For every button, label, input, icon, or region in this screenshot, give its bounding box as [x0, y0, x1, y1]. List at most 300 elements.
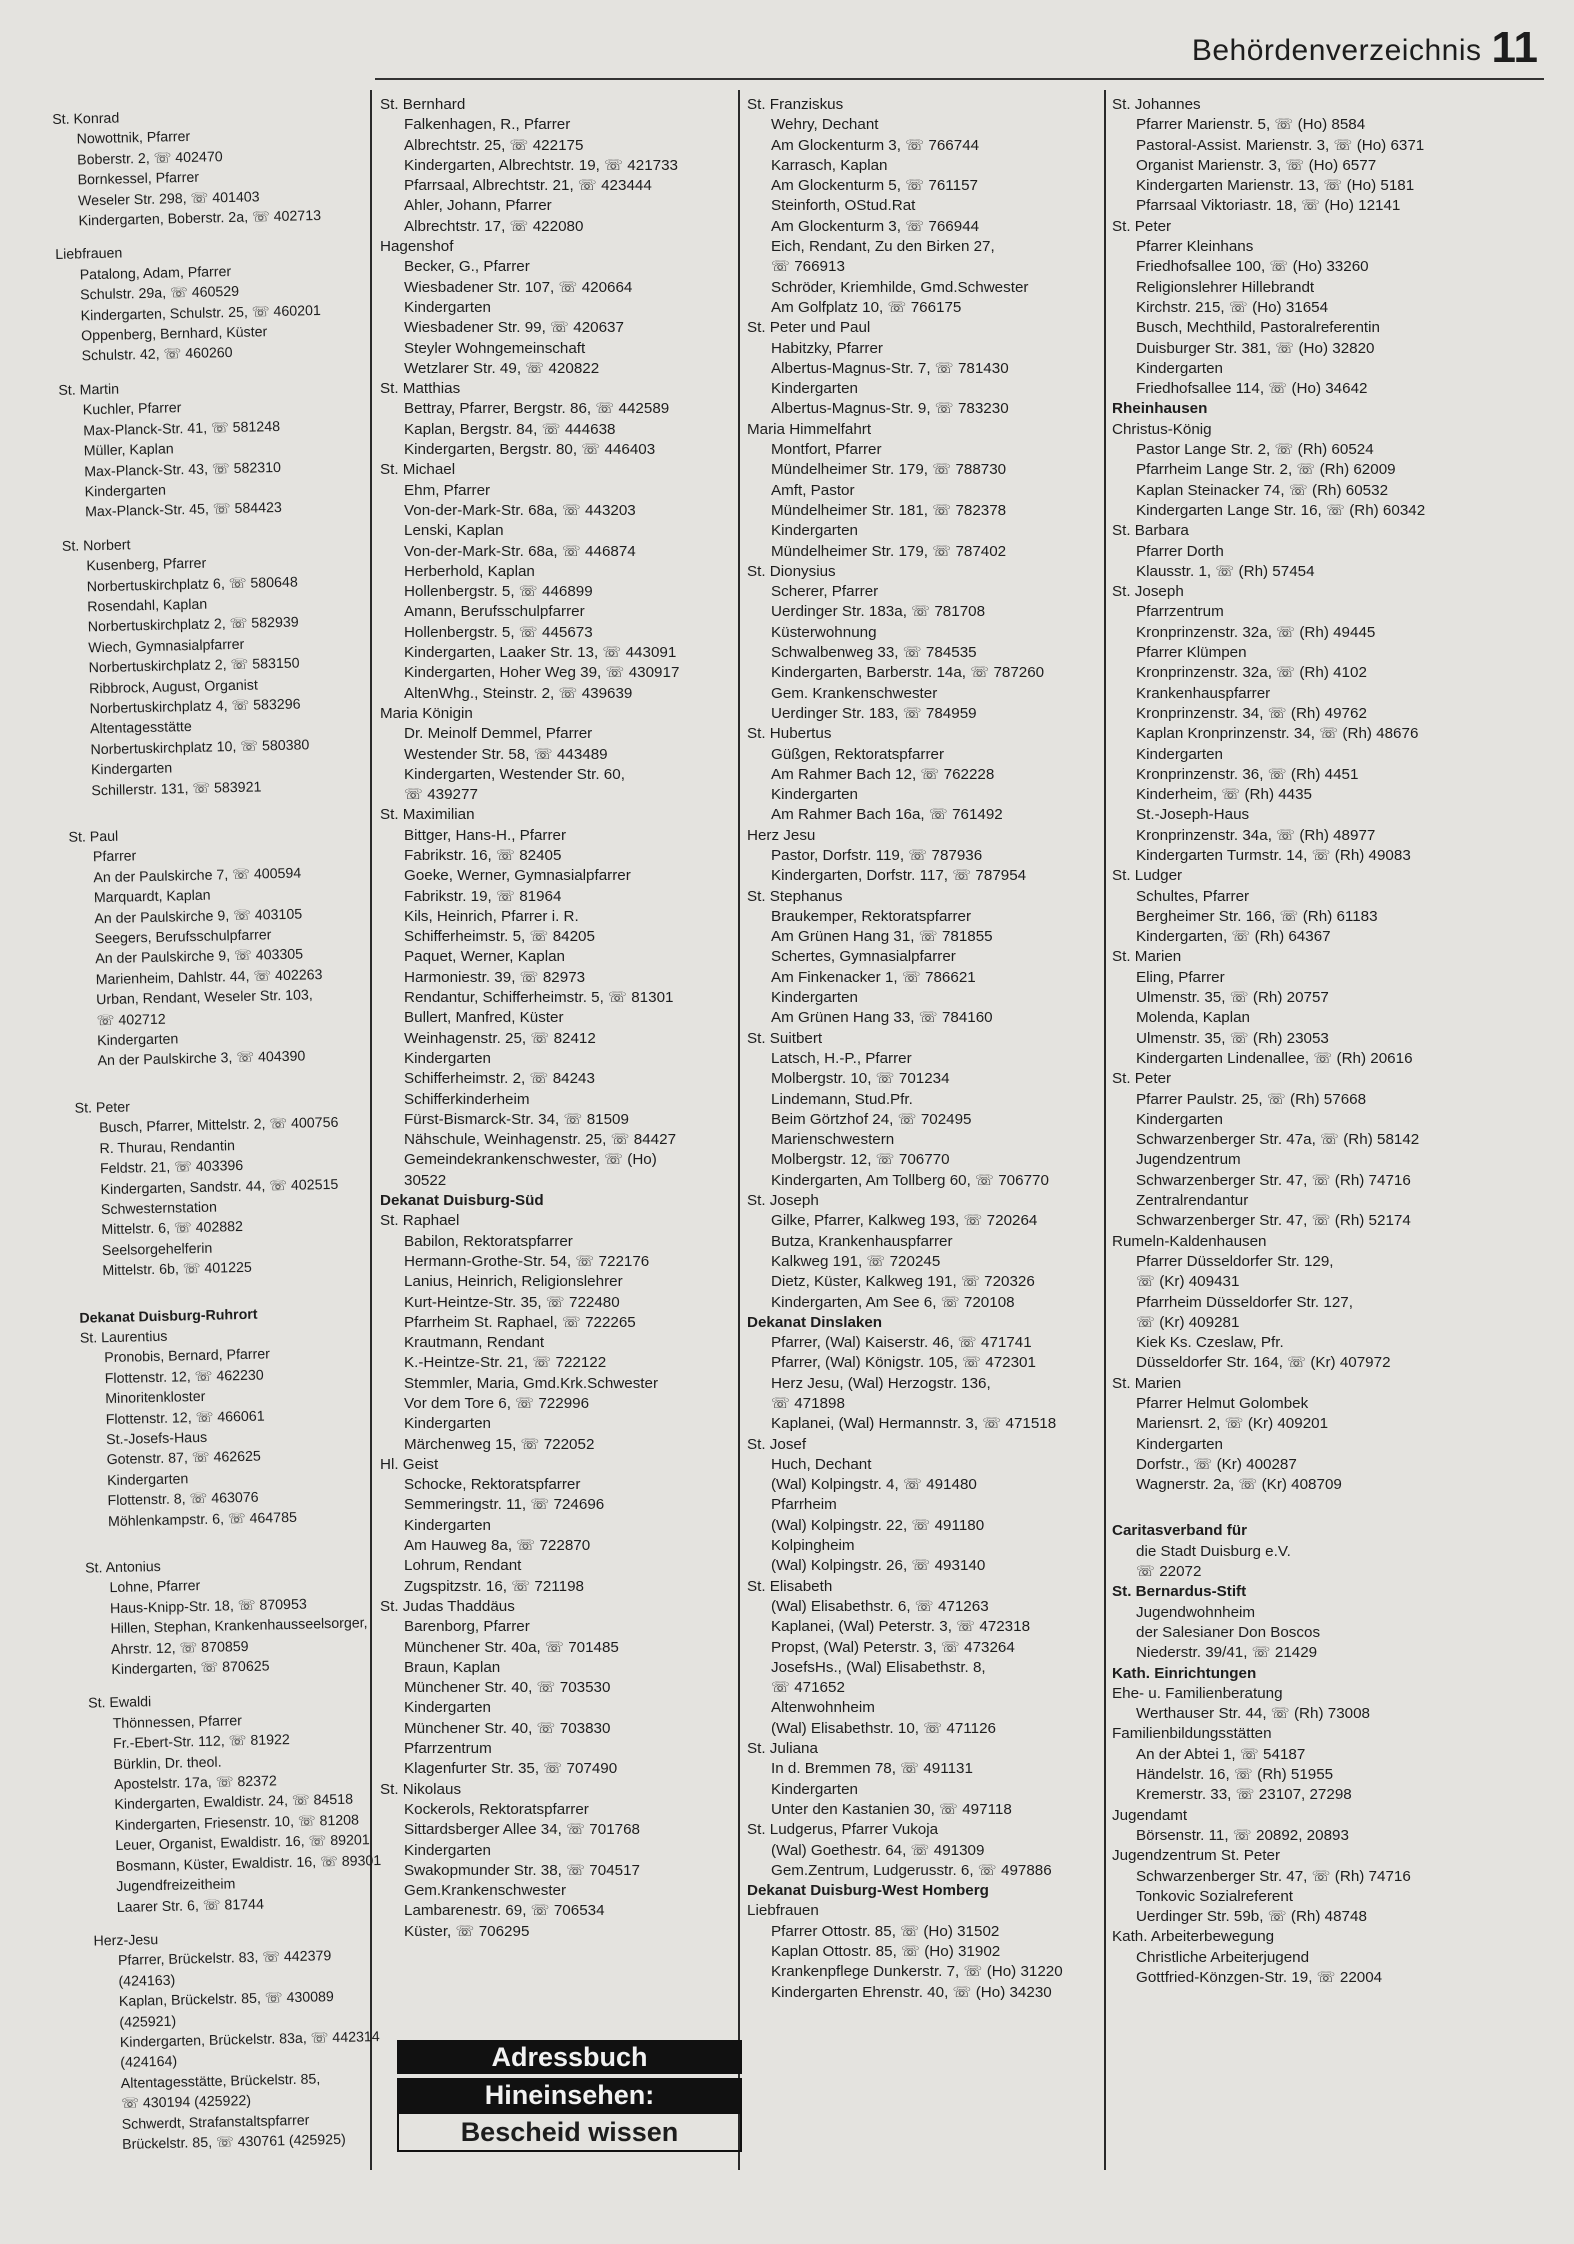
entry-line: Norbertuskirchplatz 4, ☏ 583296 — [89, 696, 301, 718]
parish-name: Jugendzentrum St. Peter — [1112, 1847, 1280, 1865]
entry-line: Kronprinzenstr. 34a, ☏ (Rh) 48977 — [1136, 826, 1376, 844]
entry-line: Von-der-Mark-Str. 68a, ☏ 446874 — [404, 542, 636, 560]
entry-line: Gem. Krankenschwester — [771, 684, 938, 702]
entry-line: Schillerstr. 131, ☏ 583921 — [91, 779, 262, 799]
entry-line: Kindergarten — [96, 1031, 179, 1050]
entry-line: Kindergarten — [771, 989, 858, 1007]
parish-name: St. Hubertus — [747, 725, 832, 743]
entry-line: Marienschwestern — [771, 1131, 895, 1149]
entry-line: (425921) — [119, 2013, 177, 2031]
parish-name: St. Ludgerus, Pfarrer Vukoja — [747, 1821, 939, 1839]
entry-line: Dietz, Küster, Kalkweg 191, ☏ 720326 — [771, 1273, 1035, 1291]
entry-line: Brückelstr. 85, ☏ 430761 (425925) — [122, 2131, 346, 2153]
entry-line: Schwarzenberger Str. 47a, ☏ (Rh) 58142 — [1136, 1131, 1420, 1149]
entry-line: Braun, Kaplan — [404, 1658, 501, 1676]
entry-line: Uerdinger Str. 183, ☏ 784959 — [771, 704, 977, 722]
entry-line: Ulmenstr. 35, ☏ (Rh) 20757 — [1136, 989, 1329, 1007]
entry-line: Kuchler, Pfarrer — [82, 400, 182, 419]
ad-banner-hineinsehen — [397, 2078, 742, 2112]
entry-line: Märchenweg 15, ☏ 722052 — [404, 1435, 595, 1453]
entry-line: Pfarrheim Düsseldorfer Str. 127, — [1136, 1293, 1353, 1311]
entry-line: Albertus-Magnus-Str. 9, ☏ 783230 — [771, 400, 1009, 418]
entry-line: Kindergarten — [404, 1049, 491, 1067]
entry-line: Pfarrzentrum — [1136, 603, 1224, 621]
ad-line-2: Hineinsehen: — [484, 2079, 655, 2110]
parish-name: St. Suitbert — [747, 1029, 823, 1047]
entry-line: Möhlenkampstr. 6, ☏ 464785 — [107, 1509, 298, 1530]
entry-line: Pastor, Dorfstr. 119, ☏ 787936 — [771, 846, 983, 864]
parish-name: St. Peter — [74, 1099, 131, 1117]
entry-line: Bornkessel, Pfarrer — [77, 169, 200, 189]
entry-line: Ahler, Johann, Pfarrer — [404, 197, 552, 215]
entry-line: Scherer, Pfarrer — [771, 583, 879, 601]
entry-line: Vor dem Tore 6, ☏ 722996 — [404, 1395, 590, 1412]
entry-line: (Wal) Kolpingstr. 22, ☏ 491180 — [771, 1516, 985, 1534]
entry-line: Am Hauweg 8a, ☏ 722870 — [404, 1537, 591, 1555]
entry-line: Krankenhauspfarrer — [1136, 684, 1271, 702]
entry-line: Kusenberg, Pfarrer — [86, 555, 207, 575]
entry-line: Pfarrer, (Wal) Königstr. 105, ☏ 472301 — [771, 1354, 1036, 1372]
entry-line: Schwarzenberger Str. 47, ☏ (Rh) 74716 — [1136, 1171, 1411, 1189]
parish-name: Herz-Jesu — [93, 1931, 159, 1950]
entry-line: Kremerstr. 33, ☏ 23107, 27298 — [1136, 1786, 1352, 1804]
entry-line: (Wal) Kolpingstr. 26, ☏ 493140 — [771, 1557, 986, 1575]
entry-line: Kindergarten, Dorfstr. 117, ☏ 787954 — [771, 867, 1027, 885]
entry-line: Barenborg, Pfarrer — [404, 1618, 530, 1636]
entry-line: Schwalbenweg 33, ☏ 784535 — [771, 644, 977, 662]
entry-line: An der Paulskirche 9, ☏ 403305 — [95, 946, 304, 968]
section-heading: Dekanat Duisburg-West Homberg — [747, 1882, 989, 1900]
section-heading: Kath. Einrichtungen — [1112, 1664, 1257, 1682]
entry-line: Pfarrzentrum — [404, 1740, 492, 1758]
entry-line: Wehry, Dechant — [771, 116, 879, 134]
parish-name: St. Ewaldi — [87, 1694, 152, 1713]
entry-line: (Wal) Elisabethstr. 10, ☏ 471126 — [771, 1719, 996, 1737]
entry-line: (Wal) Kolpingstr. 4, ☏ 491480 — [771, 1476, 977, 1494]
entry-line: Schulstr. 29a, ☏ 460529 — [80, 284, 240, 304]
entry-line: Goeke, Werner, Gymnasialpfarrer — [404, 867, 631, 885]
entry-line: Händelstr. 16, ☏ (Rh) 51955 — [1136, 1766, 1334, 1784]
entry-line: Gotenstr. 87, ☏ 462625 — [106, 1448, 261, 1469]
directory-column-1 — [52, 103, 398, 2156]
entry-line: Norbertuskirchplatz 2, ☏ 582939 — [87, 614, 299, 636]
entry-line: Becker, G., Pfarrer — [404, 258, 530, 276]
entry-line: Karrasch, Kaplan — [771, 156, 888, 174]
entry-line: Beim Görtzhof 24, ☏ 702495 — [771, 1110, 972, 1128]
parish-name: Maria Königin — [380, 704, 473, 722]
parish-name: St. Raphael — [380, 1212, 460, 1230]
entry-line: Kaplan Steinacker 74, ☏ (Rh) 60532 — [1136, 481, 1389, 499]
entry-line: Am Finkenacker 1, ☏ 786621 — [771, 968, 976, 986]
parish-name: St. Peter — [1112, 1070, 1172, 1088]
entry-line: Kindergarten — [1136, 359, 1223, 377]
entry-line: Am Rahmer Bach 12, ☏ 762228 — [771, 765, 995, 783]
entry-line: Molenda, Kaplan — [1136, 1009, 1250, 1027]
page-header — [1191, 23, 1538, 72]
entry-line: Am Rahmer Bach 16a, ☏ 761492 — [771, 806, 1003, 824]
ad-line-3: Bescheid wissen — [460, 2116, 679, 2147]
entry-line: Kinderheim, ☏ (Rh) 4435 — [1136, 786, 1313, 804]
entry-line: Albertus-Magnus-Str. 7, ☏ 781430 — [771, 359, 1009, 377]
parish-name: St. Barbara — [1112, 522, 1189, 540]
entry-line: Bergheimer Str. 166, ☏ (Rh) 61183 — [1136, 907, 1378, 925]
entry-line: Urban, Rendant, Weseler Str. 103, — [96, 987, 313, 1009]
parish-name: Maria Himmelfahrt — [747, 420, 872, 438]
entry-line: Kindergarten, Barberstr. 14a, ☏ 787260 — [771, 664, 1045, 682]
entry-line: An der Paulskirche 3, ☏ 404390 — [97, 1048, 306, 1070]
entry-line: Fabrikstr. 19, ☏ 81964 — [404, 887, 562, 905]
entry-line: Kindergarten, Westender Str. 60, — [404, 765, 625, 783]
parish-name: St. Konrad — [52, 110, 120, 128]
entry-line: An der Paulskirche 9, ☏ 403105 — [94, 906, 303, 927]
parish-name: St. Joseph — [1112, 583, 1184, 601]
entry-line: Apostelstr. 17a, ☏ 82372 — [113, 1773, 278, 1794]
entry-line: Pfarrer Helmut Golombek — [1136, 1395, 1309, 1412]
entry-line: Kindergarten — [404, 1699, 491, 1717]
entry-line: Gottfried-Könzgen-Str. 19, ☏ 22004 — [1136, 1969, 1383, 1987]
entry-line: Amann, Berufsschulpfarrer — [404, 603, 585, 621]
entry-line: Kronprinzenstr. 32a, ☏ (Rh) 4102 — [1136, 664, 1367, 682]
parish-name: St. Dionysius — [747, 562, 836, 580]
entry-line: R. Thurau, Rendantin — [99, 1137, 236, 1157]
entry-line: Kindergarten — [1136, 1110, 1223, 1128]
entry-line: Ahrstr. 12, ☏ 870859 — [110, 1638, 249, 1658]
entry-line: Kindergarten — [771, 380, 858, 398]
entry-line: Kindergarten, Ewaldistr. 24, ☏ 84518 — [114, 1792, 354, 1814]
entry-line: Pfarrer Klümpen — [1136, 644, 1247, 662]
entry-line: Bosmann, Küster, Ewaldistr. 16, ☏ 89301 — [115, 1852, 382, 1875]
entry-line: Münchener Str. 40, ☏ 703530 — [404, 1679, 611, 1697]
entry-line: Pfarrheim Lange Str. 2, ☏ (Rh) 62009 — [1136, 461, 1396, 479]
entry-line: K.-Heintze-Str. 21, ☏ 722122 — [404, 1354, 607, 1372]
parish-name: Liebfrauen — [55, 245, 123, 264]
entry-line: Kindergarten, Am Tollberg 60, ☏ 706770 — [771, 1171, 1049, 1189]
entry-line: Pfarrer Kleinhans — [1136, 238, 1254, 256]
entry-line: ☏ 22072 — [1136, 1563, 1202, 1581]
ad-banner-adressbuch — [397, 2040, 742, 2074]
entry-line: Tonkovic Sozialreferent — [1136, 1887, 1294, 1905]
entry-line: Uerdinger Str. 59b, ☏ (Rh) 48748 — [1136, 1908, 1367, 1926]
entry-line: An der Abtei 1, ☏ 54187 — [1136, 1745, 1306, 1763]
directory-column-3 — [747, 95, 1102, 2003]
entry-line: Laarer Str. 6, ☏ 81744 — [116, 1896, 265, 1916]
parish-name: St. Matthias — [380, 380, 461, 398]
entry-line: St.-Joseph-Haus — [1136, 806, 1250, 824]
entry-line: Kindergarten — [404, 1841, 491, 1859]
entry-line: Semmeringstr. 11, ☏ 724696 — [404, 1496, 605, 1514]
entry-line: Pfarrer Düsseldorfer Str. 129, — [1136, 1252, 1334, 1270]
entry-line: JosefsHs., (Wal) Elisabethstr. 8, — [771, 1658, 986, 1676]
entry-line: Kindergarten — [771, 522, 858, 540]
entry-line: Kindergarten Lindenallee, ☏ (Rh) 20616 — [1136, 1049, 1413, 1067]
entry-line: Jugendzentrum — [1136, 1151, 1241, 1169]
entry-line: Bürklin, Dr. theol. — [113, 1754, 222, 1773]
entry-line: Pfarrer Paulstr. 25, ☏ (Rh) 57668 — [1136, 1090, 1367, 1108]
entry-line: Schertes, Gymnasialpfarrer — [771, 948, 956, 966]
column-divider — [1104, 90, 1106, 2170]
header-rule — [375, 78, 1544, 80]
parish-name: St. Maximilian — [380, 806, 475, 824]
entry-line: Pfarrer, Brückelstr. 83, ☏ 442379 — [117, 1948, 332, 1970]
entry-line: ☏ 402712 — [96, 1011, 166, 1029]
spacer — [1112, 1495, 1552, 1508]
parish-name: St. Ludger — [1112, 867, 1183, 885]
entry-line: Altentagesstätte — [89, 719, 192, 738]
parish-name: St. Marien — [1112, 948, 1182, 966]
entry-line: Eich, Rendant, Zu den Birken 27, — [771, 238, 995, 256]
entry-line: Weinhagenstr. 25, ☏ 82412 — [404, 1029, 596, 1047]
entry-line: Kindergarten, ☏ 870625 — [111, 1658, 270, 1679]
entry-line: AltenWhg., Steinstr. 2, ☏ 439639 — [404, 684, 633, 702]
entry-line: Börsenstr. 11, ☏ 20892, 20893 — [1136, 1826, 1349, 1844]
entry-line: Am Grünen Hang 31, ☏ 781855 — [771, 928, 993, 946]
column-divider — [738, 90, 740, 2170]
parish-name: St. Josef — [747, 1435, 807, 1453]
entry-line: Jugendwohnheim — [1136, 1603, 1256, 1621]
entry-line: Krautmann, Rendant — [404, 1334, 545, 1352]
entry-line: Münchener Str. 40a, ☏ 701485 — [404, 1638, 619, 1656]
entry-line: Harmoniestr. 39, ☏ 82973 — [404, 968, 586, 986]
entry-line: 30522 — [404, 1171, 447, 1189]
entry-line: Westender Str. 58, ☏ 443489 — [404, 745, 608, 763]
entry-line: Kils, Heinrich, Pfarrer i. R. — [404, 907, 579, 925]
entry-line: Kindergarten — [84, 482, 167, 501]
entry-line: (424163) — [118, 1972, 176, 1990]
entry-line: Butza, Krankenhauspfarrer — [771, 1232, 953, 1250]
parish-name: St. Nikolaus — [380, 1780, 462, 1798]
entry-line: Propst, (Wal) Peterstr. 3, ☏ 473264 — [771, 1638, 1015, 1656]
entry-line: Kindergarten, Friesenstr. 10, ☏ 81208 — [114, 1812, 360, 1834]
entry-line: Güßgen, Rektoratspfarrer — [771, 745, 945, 763]
entry-line: Minoritenkloster — [105, 1389, 206, 1408]
entry-line: (Wal) Goethestr. 64, ☏ 491309 — [771, 1841, 985, 1859]
parish-name: St. Paul — [68, 828, 119, 846]
page-title: Behördenverzeichnis — [1191, 34, 1482, 67]
spacer — [1112, 1508, 1552, 1521]
entry-line: Küsterwohnung — [771, 623, 877, 641]
entry-line: Huch, Dechant — [771, 1455, 872, 1473]
entry-line: In d. Bremmen 78, ☏ 491131 — [771, 1760, 973, 1778]
parish-name: St. Laurentius — [79, 1328, 168, 1347]
entry-line: Kindergarten — [1136, 745, 1223, 763]
entry-line: Flottenstr. 12, ☏ 466061 — [105, 1408, 265, 1428]
section-heading: Caritasverband für — [1112, 1522, 1248, 1540]
entry-line: Molbergstr. 10, ☏ 701234 — [771, 1070, 950, 1088]
entry-line: Zugspitzstr. 16, ☏ 721198 — [404, 1577, 584, 1595]
entry-line: Schifferheimstr. 2, ☏ 84243 — [404, 1070, 595, 1088]
entry-line: Pfarrer Dorth — [1136, 542, 1224, 560]
entry-line: Falkenhagen, R., Pfarrer — [404, 116, 571, 134]
entry-line: Kirchstr. 215, ☏ (Ho) 31654 — [1136, 298, 1329, 316]
entry-line: Wiesbadener Str. 107, ☏ 420664 — [404, 278, 633, 296]
entry-line: Mittelstr. 6, ☏ 402882 — [101, 1219, 244, 1239]
entry-line: Duisburger Str. 381, ☏ (Ho) 32820 — [1136, 339, 1375, 357]
entry-line: Wiech, Gymnasialpfarrer — [88, 636, 245, 657]
entry-line: ☏ (Kr) 409431 — [1136, 1273, 1240, 1291]
entry-line: der Salesianer Don Boscos — [1136, 1623, 1321, 1641]
entry-line: Lohne, Pfarrer — [109, 1578, 201, 1597]
parish-name: St. Stephanus — [747, 887, 843, 905]
entry-line: ☏ 471652 — [771, 1679, 845, 1697]
entry-line: ☏ 439277 — [404, 786, 478, 804]
entry-line: Hillen, Stephan, Krankenhausseelsorger, — [110, 1615, 368, 1638]
entry-line: Mariensrt. 2, ☏ (Kr) 409201 — [1136, 1415, 1329, 1433]
entry-line: Marienheim, Dahlstr. 44, ☏ 402263 — [95, 966, 323, 989]
entry-line: Fr.-Ebert-Str. 112, ☏ 81922 — [112, 1732, 291, 1753]
entry-line: Kindergarten, Bergstr. 80, ☏ 446403 — [404, 441, 656, 459]
entry-line: Max-Planck-Str. 43, ☏ 582310 — [84, 459, 282, 480]
entry-line: Stemmler, Maria, Gmd.Krk.Schwester — [404, 1374, 659, 1392]
entry-line: Schwarzenberger Str. 47, ☏ (Rh) 74716 — [1136, 1867, 1411, 1885]
parish-name: Ehe- u. Familienberatung — [1112, 1684, 1283, 1702]
entry-line: Pfarrer, (Wal) Kaiserstr. 46, ☏ 471741 — [771, 1334, 1032, 1352]
entry-line: Kindergarten — [771, 786, 858, 804]
entry-line: Schwesternstation — [100, 1199, 218, 1219]
entry-line: Kronprinzenstr. 32a, ☏ (Rh) 49445 — [1136, 623, 1376, 641]
entry-line: ☏ 430194 (425922) — [121, 2093, 252, 2113]
entry-line: Pastoral-Assist. Marienstr. 3, ☏ (Ho) 6371 — [1136, 136, 1425, 154]
entry-line: Haus-Knipp-Str. 18, ☏ 870953 — [109, 1596, 307, 1617]
entry-line: Herberhold, Kaplan — [404, 562, 535, 580]
entry-line: Kindergarten — [106, 1471, 189, 1489]
entry-line: Steinforth, OStud.Rat — [771, 197, 916, 215]
entry-line: Schulstr. 42, ☏ 460260 — [81, 345, 233, 365]
parish-name: St. Franziskus — [747, 96, 844, 113]
directory-column-4 — [1112, 95, 1552, 1988]
entry-line: Schwarzenberger Str. 47, ☏ (Rh) 52174 — [1136, 1212, 1411, 1230]
entry-line: Christliche Arbeiterjugend — [1136, 1948, 1310, 1966]
entry-line: Gem.Zentrum, Ludgerusstr. 6, ☏ 497886 — [771, 1861, 1052, 1879]
entry-line: Lambarenestr. 69, ☏ 706534 — [404, 1902, 605, 1920]
parish-name: Hl. Geist — [380, 1455, 439, 1473]
entry-line: Flottenstr. 8, ☏ 463076 — [107, 1489, 259, 1510]
entry-line: Norbertuskirchplatz 6, ☏ 580648 — [86, 574, 298, 595]
entry-line: Ehm, Pfarrer — [404, 481, 491, 499]
entry-line: ☏ 766913 — [771, 258, 845, 276]
entry-line: ☏ (Kr) 409281 — [1136, 1313, 1240, 1331]
entry-line: Hermann-Grothe-Str. 54, ☏ 722176 — [404, 1252, 650, 1270]
entry-line: Kindergarten, Albrechtstr. 19, ☏ 421733 — [404, 156, 678, 174]
entry-line: Kalkweg 191, ☏ 720245 — [771, 1252, 941, 1270]
entry-line: Von-der-Mark-Str. 68a, ☏ 443203 — [404, 501, 636, 519]
entry-line: Kindergarten, Am See 6, ☏ 720108 — [771, 1293, 1015, 1311]
parish-name: Herz Jesu — [747, 826, 816, 844]
parish-name: St. Norbert — [61, 537, 131, 555]
section-heading: St. Bernardus-Stift — [1112, 1583, 1247, 1601]
entry-line: (Wal) Elisabethstr. 6, ☏ 471263 — [771, 1597, 989, 1615]
entry-line: Klausstr. 1, ☏ (Rh) 57454 — [1136, 562, 1315, 580]
entry-line: Kockerols, Rektoratspfarrer — [404, 1800, 589, 1818]
entry-line: Niederstr. 39/41, ☏ 21429 — [1136, 1644, 1318, 1662]
entry-line: St.-Josefs-Haus — [106, 1429, 208, 1449]
entry-line: Eling, Pfarrer — [1136, 968, 1225, 986]
entry-line: Kaplanei, (Wal) Peterstr. 3, ☏ 472318 — [771, 1618, 1031, 1636]
ad-line-1: Adressbuch — [491, 2041, 648, 2072]
entry-line: Pfarrsaal Viktoriastr. 18, ☏ (Ho) 12141 — [1136, 197, 1401, 215]
entry-line: Lindemann, Stud.Pfr. — [771, 1090, 913, 1108]
entry-line: Ribbrock, August, Organist — [88, 677, 259, 697]
entry-line: Jugendfreizeitheim — [116, 1876, 236, 1896]
parish-name: Familienbildungsstätten — [1112, 1725, 1272, 1743]
entry-line: Friedhofsallee 114, ☏ (Ho) 34642 — [1136, 380, 1368, 398]
entry-line: Am Golfplatz 10, ☏ 766175 — [771, 298, 962, 316]
entry-line: Swakopmunder Str. 38, ☏ 704517 — [404, 1861, 640, 1879]
parish-name: Rumeln-Kaldenhausen — [1112, 1232, 1267, 1250]
entry-line: Weseler Str. 298, ☏ 401403 — [77, 188, 260, 210]
entry-line: Max-Planck-Str. 41, ☏ 581248 — [83, 418, 281, 440]
entry-line: Kaplan Kronprinzenstr. 34, ☏ (Rh) 48676 — [1136, 725, 1419, 743]
entry-line: Amft, Pastor — [771, 481, 855, 499]
entry-line: Friedhofsallee 100, ☏ (Ho) 33260 — [1136, 258, 1369, 276]
entry-line: Kaplan, Brückelstr. 85, ☏ 430089 — [118, 1989, 334, 2011]
entry-line: Oppenberg, Bernhard, Küster — [80, 324, 268, 345]
parish-name: Kath. Arbeiterbewegung — [1112, 1928, 1275, 1946]
entry-line: Am Glockenturm 3, ☏ 766944 — [771, 217, 980, 235]
entry-line: Bettray, Pfarrer, Bergstr. 86, ☏ 442589 — [404, 400, 670, 418]
parish-name: Liebfrauen — [747, 1902, 819, 1920]
entry-line: Gemeindekrankenschwester, ☏ (Ho) — [404, 1151, 657, 1169]
section-heading: Dekanat Duisburg-Süd — [380, 1192, 544, 1210]
entry-line: Marquardt, Kaplan — [93, 887, 211, 907]
entry-line: Gem.Krankenschwester — [404, 1882, 567, 1900]
entry-line: Wetzlarer Str. 49, ☏ 420822 — [404, 359, 600, 377]
entry-line: Ulmenstr. 35, ☏ (Rh) 23053 — [1136, 1029, 1329, 1047]
entry-line: Zentralrendantur — [1136, 1192, 1249, 1210]
entry-line: Schröder, Kriemhilde, Gmd.Schwester — [771, 278, 1029, 296]
entry-line: Kindergarten Turmstr. 14, ☏ (Rh) 49083 — [1136, 846, 1411, 864]
entry-line: Kindergarten — [771, 1780, 858, 1798]
entry-line: Latsch, H.-P., Pfarrer — [771, 1049, 912, 1067]
entry-line: Kaplan, Bergstr. 84, ☏ 444638 — [404, 420, 616, 438]
entry-line: Kindergarten — [1136, 1435, 1223, 1453]
entry-line: Busch, Pfarrer, Mittelstr. 2, ☏ 400756 — [98, 1115, 339, 1137]
parish-name: St. Johannes — [1112, 96, 1201, 113]
entry-line: Gilke, Pfarrer, Kalkweg 193, ☏ 720264 — [771, 1212, 1038, 1230]
entry-line: Pfarrheim — [771, 1496, 837, 1514]
entry-line: Kolpingheim — [771, 1537, 855, 1555]
entry-line: Pfarrsaal, Albrechtstr. 21, ☏ 423444 — [404, 177, 652, 195]
entry-line: Kiek Ks. Czeslaw, Pfr. — [1136, 1334, 1284, 1352]
entry-line: Kindergarten, Schulstr. 25, ☏ 460201 — [80, 302, 321, 325]
entry-line: Paquet, Werner, Kaplan — [404, 948, 565, 966]
parish-name: St. Martin — [58, 381, 120, 399]
entry-line: Uerdinger Str. 183a, ☏ 781708 — [771, 603, 986, 621]
entry-line: Schwerdt, Strafanstaltspfarrer — [121, 2112, 310, 2133]
entry-line: Wagnerstr. 2a, ☏ (Kr) 408709 — [1136, 1476, 1342, 1494]
directory-column-2 — [380, 95, 728, 1942]
entry-line: Montfort, Pfarrer — [771, 441, 882, 459]
entry-line: Am Glockenturm 5, ☏ 761157 — [771, 177, 978, 195]
entry-line: Herz Jesu, (Wal) Herzogstr. 136, — [771, 1374, 991, 1392]
entry-line: Pfarrer Marienstr. 5, ☏ (Ho) 8584 — [1136, 116, 1366, 134]
entry-line: Kronprinzenstr. 36, ☏ (Rh) 4451 — [1136, 765, 1359, 783]
parish-name: St. Juliana — [747, 1740, 818, 1758]
entry-line: Pastor Lange Str. 2, ☏ (Rh) 60524 — [1136, 441, 1374, 459]
entry-line: Am Glockenturm 3, ☏ 766744 — [771, 136, 980, 154]
entry-line: Düsseldorfer Str. 164, ☏ (Kr) 407972 — [1136, 1354, 1391, 1372]
entry-line: Rosendahl, Kaplan — [87, 596, 208, 616]
entry-line: Kaplan Ottostr. 85, ☏ (Ho) 31902 — [771, 1943, 1001, 1961]
entry-line: Werthauser Str. 44, ☏ (Rh) 73008 — [1136, 1705, 1370, 1723]
entry-line: Sittardsberger Allee 34, ☏ 701768 — [404, 1821, 640, 1839]
entry-line: Bullert, Manfred, Küster — [404, 1009, 564, 1027]
entry-line: Norbertuskirchplatz 2, ☏ 583150 — [88, 655, 300, 677]
entry-line: Molbergstr. 12, ☏ 706770 — [771, 1151, 950, 1169]
entry-line: Hollenbergstr. 5, ☏ 446899 — [404, 583, 593, 601]
entry-line: Kaplanei, (Wal) Hermannstr. 3, ☏ 471518 — [771, 1415, 1057, 1433]
entry-line: An der Paulskirche 7, ☏ 400594 — [93, 865, 302, 887]
entry-line: Kindergarten, Hoher Weg 39, ☏ 430917 — [404, 664, 680, 682]
